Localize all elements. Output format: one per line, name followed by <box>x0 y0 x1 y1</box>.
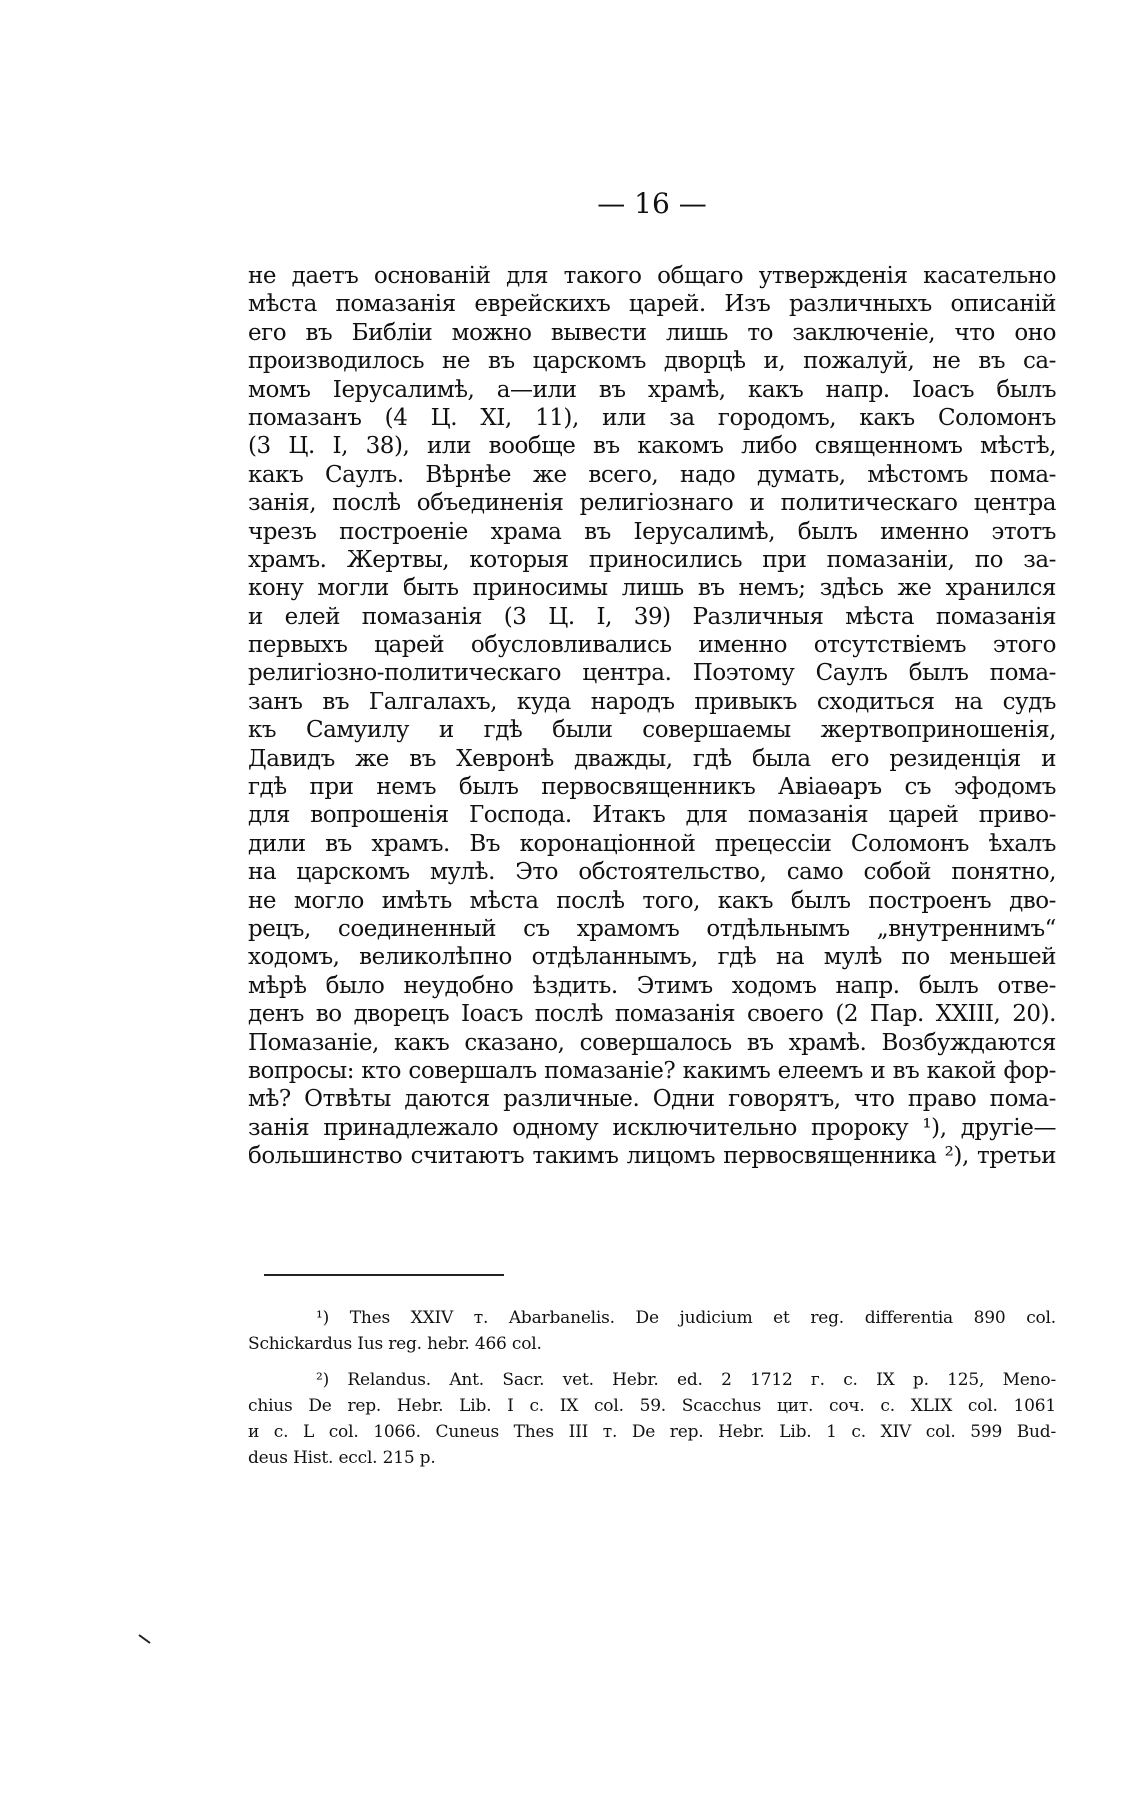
footnote-line: ²) Relandus. Ant. Sacr. vet. Hebr. ed. 2 1712 г. с. IX p. 125, Meno- <box>316 1370 1056 1390</box>
text-line: занъ въ Галгалахъ, куда народъ привыкъ сходиться на судъ <box>248 688 1056 715</box>
text-line: мѣста помазанія еврейскихъ царей. Изъ различныхъ описаній <box>248 291 1056 318</box>
text-line: занія принадлежало одному исключительно пророку ¹), другіе— <box>248 1114 1056 1141</box>
footnote-2 <box>248 1367 1056 1471</box>
footnote-divider <box>264 1274 504 1276</box>
text-line: Помазаніе, какъ сказано, совершалось въ храмѣ. Возбуждаются <box>248 1029 1056 1056</box>
text-line: на царскомъ мулѣ. Это обстоятельство, само собой понятно, <box>248 859 1056 886</box>
text-line: не могло имѣть мѣста послѣ того, какъ былъ построенъ дво- <box>248 887 1056 914</box>
text-line: гдѣ при немъ былъ первосвященникъ Авіаѳаръ съ эфодомъ <box>248 774 1056 801</box>
scan-speck-mark <box>138 1634 152 1644</box>
page-number: — 16 — <box>597 187 707 220</box>
footnote-line: ¹) Thes XXIV т. Abarbanelis. De judicium et reg. differentia 890 col. <box>316 1308 1056 1328</box>
body-text <box>248 262 1056 1171</box>
text-line: его въ Библіи можно вывести лишь то заключеніе, что оно <box>248 319 1056 346</box>
text-line: Давидъ же въ Хевронѣ дважды, гдѣ была его резиденція и <box>248 745 1056 772</box>
text-line: кону могли быть приносимы лишь въ немъ; здѣсь же хранился <box>248 575 1056 602</box>
footnote-line: chius De rep. Hebr. Lib. I c. IX col. 59. Scacchus цит. соч. с. XLIX col. 1061 <box>248 1396 1056 1416</box>
text-line: храмъ. Жертвы, которыя приносились при помазаніи, по за- <box>248 546 1056 573</box>
footnote-line: Schickardus Ius reg. hebr. 466 col. <box>248 1334 542 1354</box>
text-line: вопросы: кто совершалъ помазаніе? какимъ елеемъ и въ какой фор- <box>248 1057 1056 1084</box>
footnote-line: и с. L col. 1066. Cuneus Thes III т. De rep. Hebr. Lib. 1 с. XIV col. 599 Bud- <box>248 1422 1056 1442</box>
footnote-line: deus Hist. eccl. 215 p. <box>248 1448 436 1468</box>
text-line: чрезъ построеніе храма въ Іерусалимѣ, былъ именно этотъ <box>248 518 1056 545</box>
text-line: и елей помазанія (3 Ц. I, 39) Различныя мѣста помазанія <box>248 603 1056 630</box>
text-line: какъ Саулъ. Вѣрнѣе же всего, надо думать, мѣстомъ пома- <box>248 461 1056 488</box>
text-line: религіозно-политическаго центра. Поэтому Саулъ былъ пома- <box>248 660 1056 687</box>
text-line: мѣ? Отвѣты даются различные. Одни говорятъ, что право пома- <box>248 1086 1056 1113</box>
text-line: момъ Іерусалимѣ, а—или въ храмѣ, какъ напр. Іоасъ былъ <box>248 376 1056 403</box>
text-line: большинство считаютъ такимъ лицомъ первосвященника ²), третьи <box>248 1143 1056 1170</box>
text-line: (3 Ц. I, 38), или вообще въ какомъ либо священномъ мѣстѣ, <box>248 433 1056 460</box>
text-line: къ Самуилу и гдѣ были совершаемы жертвоприношенія, <box>248 717 1056 744</box>
footnote-1 <box>248 1305 1056 1357</box>
text-line: дили въ храмъ. Въ коронаціонной прецессіи Соломонъ ѣхалъ <box>248 830 1056 857</box>
footnotes <box>248 1305 1056 1471</box>
text-line: ходомъ, великолѣпно отдѣланнымъ, гдѣ на мулѣ по меньшей <box>248 944 1056 971</box>
text-line: не даетъ основаній для такого общаго утвержденія касательно <box>248 263 1056 289</box>
text-line: помазанъ (4 Ц. XI, 11), или за городомъ, какъ Соломонъ <box>248 404 1056 431</box>
text-line: производилось не въ царскомъ дворцѣ и, пожалуй, не въ са- <box>248 348 1056 375</box>
text-line: рецъ, соединенный съ храмомъ отдѣльнымъ „внутреннимъ“ <box>248 915 1056 942</box>
text-line: для вопрошенія Господа. Итакъ для помазанія царей приво- <box>248 802 1056 829</box>
text-line: мѣрѣ было неудобно ѣздить. Этимъ ходомъ напр. былъ отве- <box>248 972 1056 999</box>
text-line: первыхъ царей обусловливались именно отсутствіемъ этого <box>248 632 1056 659</box>
document-page <box>248 0 1056 1801</box>
text-line: денъ во дворецъ Іоасъ послѣ помазанія своего (2 Пар. XXIII, 20). <box>248 1001 1056 1028</box>
text-line: занія, послѣ объединенія религіознаго и политическаго центра <box>248 490 1056 517</box>
